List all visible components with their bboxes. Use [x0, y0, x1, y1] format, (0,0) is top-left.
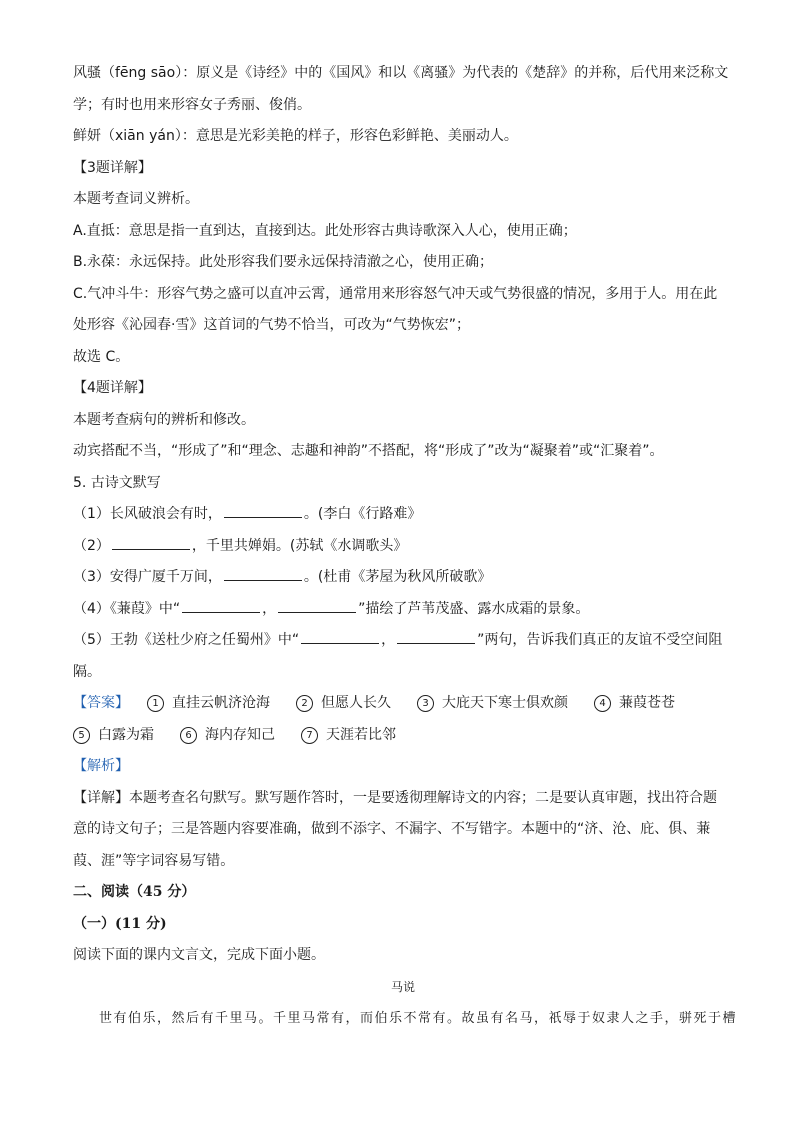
passage-title: 马说 [390, 979, 415, 994]
subsection-heading: 【3题详解】 [73, 159, 152, 176]
circled-number: 1 [147, 695, 164, 712]
text-line: 处形容《沁园春·雪》这首词的气势不恰当，可改为“气势恢宏”； [73, 317, 470, 333]
text-line: 故选 C。 [73, 348, 130, 365]
text-line: 鲜妍（xiān yán）：意思是光彩美艳的样子，形容色彩鲜艳、美丽动人。 [73, 128, 518, 144]
text-line: 风骚（fēng sāo）：原义是《诗经》中的《国风》和以《离骚》为代表的《楚辞》的并称，后代用来泛称文 [73, 65, 729, 81]
circled-number: 7 [301, 727, 318, 744]
answer-blank [224, 501, 302, 518]
circled-number: 6 [180, 727, 197, 744]
detail-line: 意的诗文句子；三是答题内容要准确，做到不添字、不漏字、不写错字。本题中的“济、沧、庇、俱、蒹 [73, 821, 711, 837]
detail-label: 【详解】 [73, 789, 129, 806]
passage-line: 世有伯乐，然后有千里马。千里马常有，而伯乐不常有。故虽有名马，祇辱于奴隶人之手，骈死于槽 [99, 1011, 738, 1026]
answer-blank [224, 564, 302, 581]
subsection-title: （一）(11 分) [73, 915, 167, 932]
question-5-cont: 隔。 [73, 663, 101, 680]
detail-line: 葭、涯”等字词容易写错。 [73, 852, 235, 869]
question-heading: 5. 古诗文默写 [73, 474, 161, 491]
question-2: （2） ，千里共婵娟。(苏轼《水调歌头》 [73, 531, 733, 563]
answer-blank [278, 596, 356, 613]
question-1: （1）长风破浪会有时， 。(李白《行路难》 [73, 499, 733, 531]
text-line: 本题考查病句的辨析和修改。 [73, 411, 255, 428]
text-line: 动宾搭配不当，“形成了”和“理念、志趣和神韵”不搭配，将“形成了”改为“凝聚着”或“汇聚着”。 [73, 443, 664, 459]
answer-row-1 [73, 688, 733, 720]
answer-item: 6 海内存知己 [180, 720, 275, 752]
answer-item: 2 但愿人长久 [296, 688, 391, 720]
answer-item: 4 蒹葭苍苍 [594, 688, 675, 720]
answer-blank [301, 627, 379, 644]
circled-number: 2 [296, 695, 313, 712]
circled-number: 5 [73, 727, 90, 744]
answer-item: 5 白露为霜 [73, 720, 154, 752]
reading-instruction: 阅读下面的课内文言文，完成下面小题。 [73, 947, 325, 963]
analysis-label: 【解析】 [73, 758, 129, 774]
question-5: （5）王勃《送杜少府之任蜀州》中“ ， ”两句，告诉我们真正的友谊不受空间阻 [73, 625, 733, 657]
detail-line: 【详解】本题考查名句默写。默写题作答时，一是要透彻理解诗文的内容；二是要认真审题，找出符合题 [73, 789, 717, 806]
question-4: （4）《蒹葭》中“ ， ”描绘了芦苇茂盛、露水成霜的景象。 [73, 594, 733, 626]
answer-blank [397, 627, 475, 644]
section-title: 二、阅读（45 分） [73, 884, 196, 900]
text-line: 本题考查词义辨析。 [73, 191, 199, 207]
answer-blank [182, 596, 260, 613]
text-line: A.直抵：意思是指一直到达，直接到达。此处形容古典诗歌深入人心，使用正确； [73, 222, 577, 239]
answer-item: 1 直挂云帆济沧海 [147, 688, 270, 720]
text-line: B.永葆：永远保持。此处形容我们要永远保持清澈之心，使用正确； [73, 254, 494, 270]
answer-blank [112, 533, 190, 550]
text-line: C.气冲斗牛：形容气势之盛可以直冲云霄，通常用来形容怒气冲天或气势很盛的情况，多用于人。用在此 [73, 285, 718, 302]
circled-number: 3 [417, 695, 434, 712]
subsection-heading: 【4题详解】 [73, 380, 152, 396]
answer-label: 【答案】 [73, 695, 129, 711]
answer-item: 3 大庇天下寒士俱欢颜 [417, 688, 568, 720]
answer-item: 7 天涯若比邻 [301, 720, 396, 752]
question-3: （3）安得广厦千万间， 。(杜甫《茅屋为秋风所破歌》 [73, 562, 733, 594]
circled-number: 4 [594, 695, 611, 712]
answer-row-2 [73, 720, 733, 752]
document-page [73, 58, 738, 1035]
text-line: 学；有时也用来形容女子秀丽、俊俏。 [73, 96, 311, 113]
